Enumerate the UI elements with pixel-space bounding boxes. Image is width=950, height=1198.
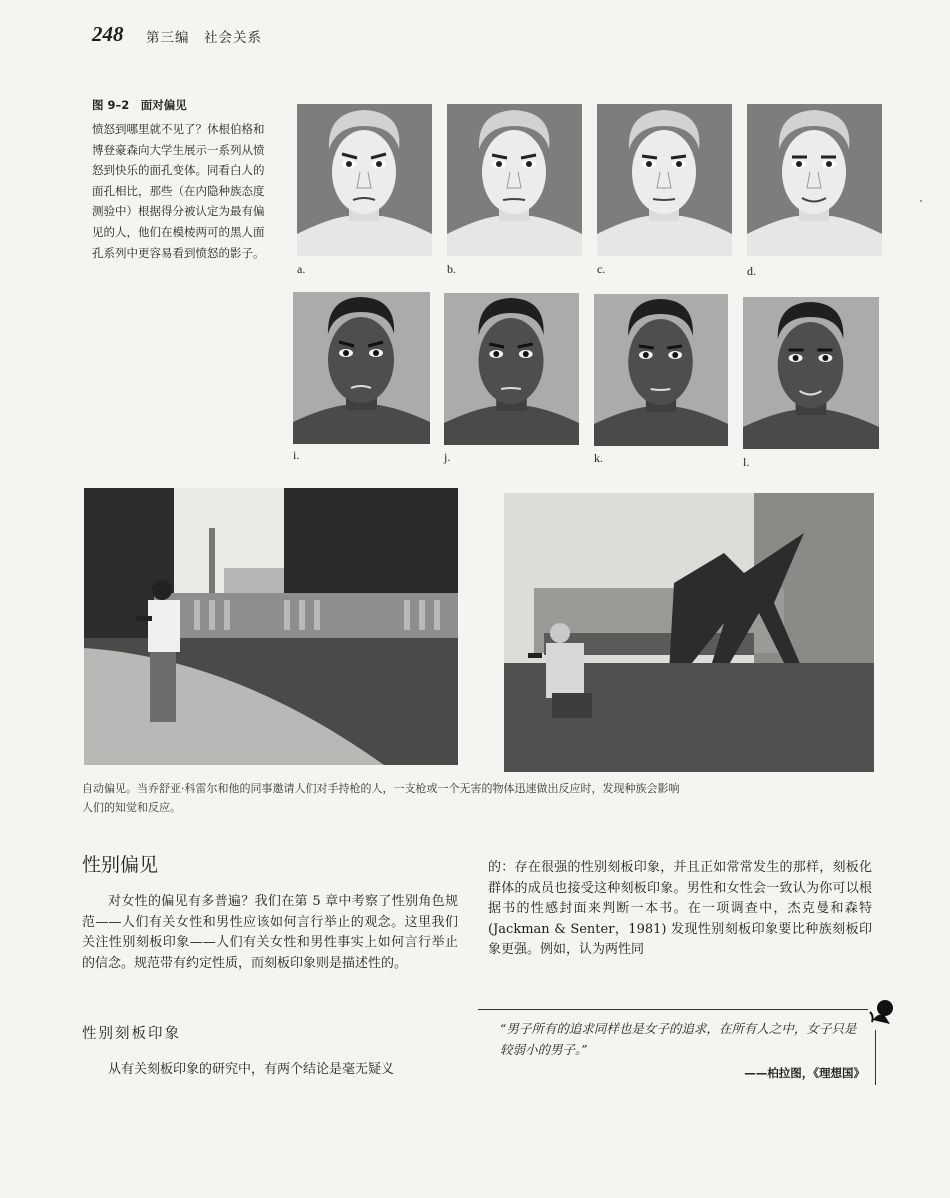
page-number: 248 — [92, 22, 124, 46]
face-image-k — [594, 294, 728, 446]
face-label: k. — [594, 451, 603, 465]
face-label: i. — [293, 448, 300, 462]
face-image-d — [747, 104, 882, 256]
face-label: j. — [444, 450, 451, 464]
subsection-title: 性别刻板印象 — [82, 1026, 181, 1042]
face-label: b. — [447, 262, 456, 276]
quote-top-rule — [478, 1009, 868, 1010]
scan-speck — [920, 200, 922, 202]
quote-side-rule — [875, 1030, 876, 1085]
running-header: 第三编 社会关系 — [146, 30, 262, 46]
face-label: c. — [597, 262, 606, 276]
photo-plaza-man-crouching — [504, 493, 874, 772]
quote-text: “男子所有的追求同样也是女子的追求，在所有人之中，女子只是较弱小的男子。” — [500, 1021, 857, 1057]
face-image-i — [293, 292, 430, 444]
face-image-b — [447, 104, 582, 256]
paragraph: 从有关刻板印象的研究中，有两个结论是毫无疑义 — [108, 1062, 395, 1077]
right-column-para — [488, 858, 872, 961]
section-title: 性别偏见 — [82, 854, 159, 876]
photo-caption: 自动偏见。当乔舒亚·科雷尔和他的同事邀请人们对手持枪的人，一支枪或一个无害的物体迅速做出反应时，发现种族会影响人们的知觉和反应。 — [82, 782, 680, 814]
paragraph: 的：存在很强的性别刻板印象，并且正如常常发生的那样，刻板化群体的成员也接受这种刻板印象。男性和女性会一致认为你可以根据书的性感封面来判断一本书。在一项调查中，杰克曼和森特 (Jackman & Senter，1981) 发现性别刻板印象要比种族刻板印象更强。例如，认为两性同 — [488, 860, 872, 957]
photo-park-man-with-gun — [84, 488, 458, 765]
thinker-icon — [868, 998, 898, 1030]
figure-title: 图 9–2 面对偏见 — [92, 98, 187, 112]
face-image-j — [444, 293, 579, 445]
face-image-c — [597, 104, 732, 256]
face-label: d. — [747, 264, 756, 278]
face-label: a. — [297, 262, 306, 276]
face-image-l — [743, 297, 879, 449]
left-column-para2 — [82, 1060, 458, 1081]
face-label: l. — [743, 455, 750, 469]
quote-attribution: ——柏拉图，《理想国》 — [744, 1066, 865, 1080]
figure-caption: 愤怒到哪里就不见了？休根伯格和博登豪森向大学生展示一系列从愤怒到快乐的面孔变体。同看白人的面孔相比，那些（在内隐种族态度测验中）根据得分被认定为最有偏见的人，他们在模棱两可的黑人面孔系列中更容易看到愤怒的影子。 — [92, 122, 265, 260]
face-image-a — [297, 104, 432, 256]
paragraph: 对女性的偏见有多普遍？我们在第 5 章中考察了性别角色规范——人们有关女性和男性应该如何言行举止的观念。这里我们关注性别刻板印象——人们有关女性和男性事实上如何言行举止的信念。规范带有约定性质，而刻板印象则是描述性的。 — [82, 894, 458, 971]
left-column-para1 — [82, 892, 458, 974]
